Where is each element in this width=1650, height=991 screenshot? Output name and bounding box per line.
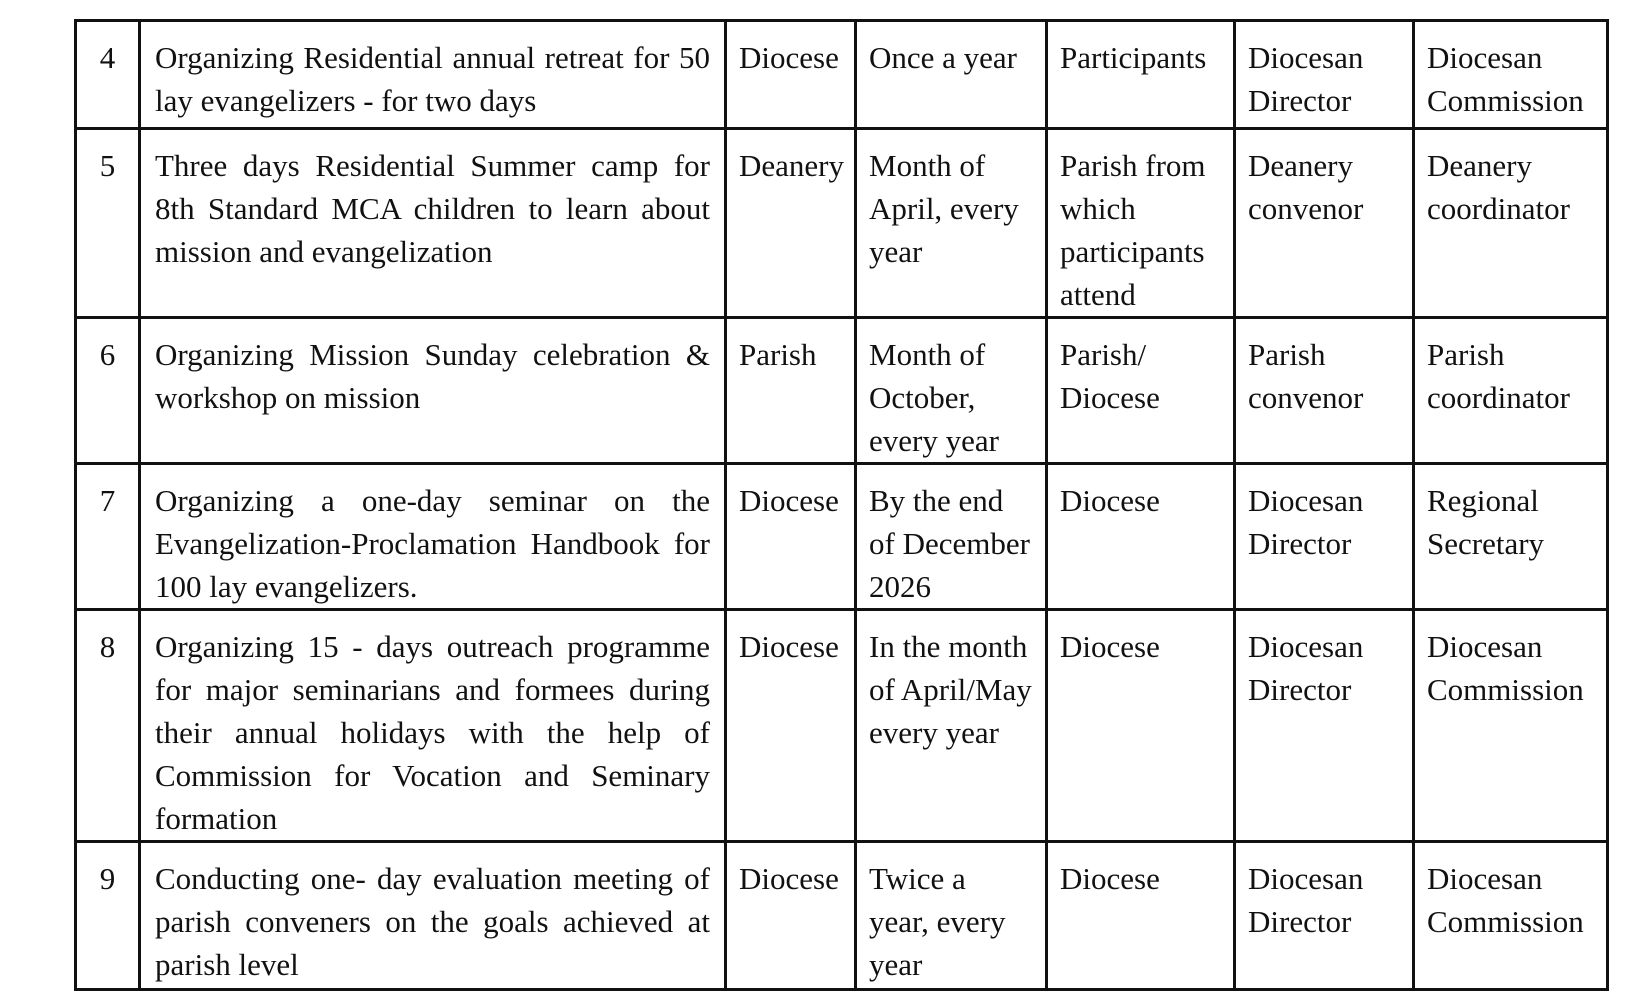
- level-cell: Parish: [726, 318, 856, 464]
- monitoring-cell: Diocesan Commission: [1414, 610, 1608, 842]
- responsible-cell: Diocesan Director: [1235, 842, 1414, 990]
- activity-text: Organizing a one-day seminar on the Evangelization-Proclamation Handbook for 100 lay evangelizers.: [155, 483, 710, 604]
- participants-cell: Parish/ Diocese: [1047, 318, 1235, 464]
- level-cell: Deanery: [726, 129, 856, 318]
- row-number: 4: [76, 21, 140, 129]
- row-number: 7: [76, 464, 140, 610]
- participants-cell: Diocese: [1047, 610, 1235, 842]
- activity-cell: [140, 129, 726, 318]
- level-cell: Diocese: [726, 21, 856, 129]
- participants-cell: Diocese: [1047, 842, 1235, 990]
- row-number: 9: [76, 842, 140, 990]
- activity-text: Organizing Residential annual retreat for 50 lay evangelizers - for two days: [155, 40, 710, 118]
- level-cell: Diocese: [726, 610, 856, 842]
- participants-cell: Participants: [1047, 21, 1235, 129]
- participants-cell: Parish from which participants attend: [1047, 129, 1235, 318]
- activity-table: [74, 19, 1609, 991]
- responsible-cell: Diocesan Director: [1235, 464, 1414, 610]
- table-row: [76, 610, 1608, 842]
- monitoring-cell: Diocesan Commission: [1414, 21, 1608, 129]
- level-cell: Diocese: [726, 464, 856, 610]
- table-row: [76, 318, 1608, 464]
- level-cell: Diocese: [726, 842, 856, 990]
- responsible-cell: Deanery convenor: [1235, 129, 1414, 318]
- activity-text: Three days Residential Summer camp for 8th Standard MCA children to learn about mission and evangelization: [155, 148, 710, 269]
- activity-cell: [140, 842, 726, 990]
- table-row: [76, 129, 1608, 318]
- row-number: 8: [76, 610, 140, 842]
- table-row: [76, 464, 1608, 610]
- table-row: [76, 21, 1608, 129]
- activity-cell: [140, 464, 726, 610]
- time-cell: Month of April, every year: [856, 129, 1047, 318]
- time-cell: Twice a year, every year: [856, 842, 1047, 990]
- activity-text: Conducting one- day evaluation meeting of parish conveners on the goals achieved at parish level: [155, 861, 710, 982]
- time-cell: Month of October, every year: [856, 318, 1047, 464]
- activity-text: Organizing 15 - days outreach programme for major seminarians and formees during their annual holidays with the help of Commission for Vocation and Seminary formation: [155, 629, 710, 836]
- time-cell: In the month of April/May every year: [856, 610, 1047, 842]
- row-number: 6: [76, 318, 140, 464]
- monitoring-cell: Parish coordinator: [1414, 318, 1608, 464]
- monitoring-cell: Regional Secretary: [1414, 464, 1608, 610]
- activity-cell: [140, 318, 726, 464]
- responsible-cell: Diocesan Director: [1235, 21, 1414, 129]
- table-row: [76, 842, 1608, 990]
- activity-cell: [140, 21, 726, 129]
- responsible-cell: Diocesan Director: [1235, 610, 1414, 842]
- monitoring-cell: Diocesan Commission: [1414, 842, 1608, 990]
- monitoring-cell: Deanery coordinator: [1414, 129, 1608, 318]
- activity-cell: [140, 610, 726, 842]
- activity-text: Organizing Mission Sunday celebration & workshop on mission: [155, 337, 710, 415]
- responsible-cell: Parish convenor: [1235, 318, 1414, 464]
- time-cell: Once a year: [856, 21, 1047, 129]
- time-cell: By the end of December 2026: [856, 464, 1047, 610]
- row-number: 5: [76, 129, 140, 318]
- activity-plan-table: [74, 19, 1606, 991]
- participants-cell: Diocese: [1047, 464, 1235, 610]
